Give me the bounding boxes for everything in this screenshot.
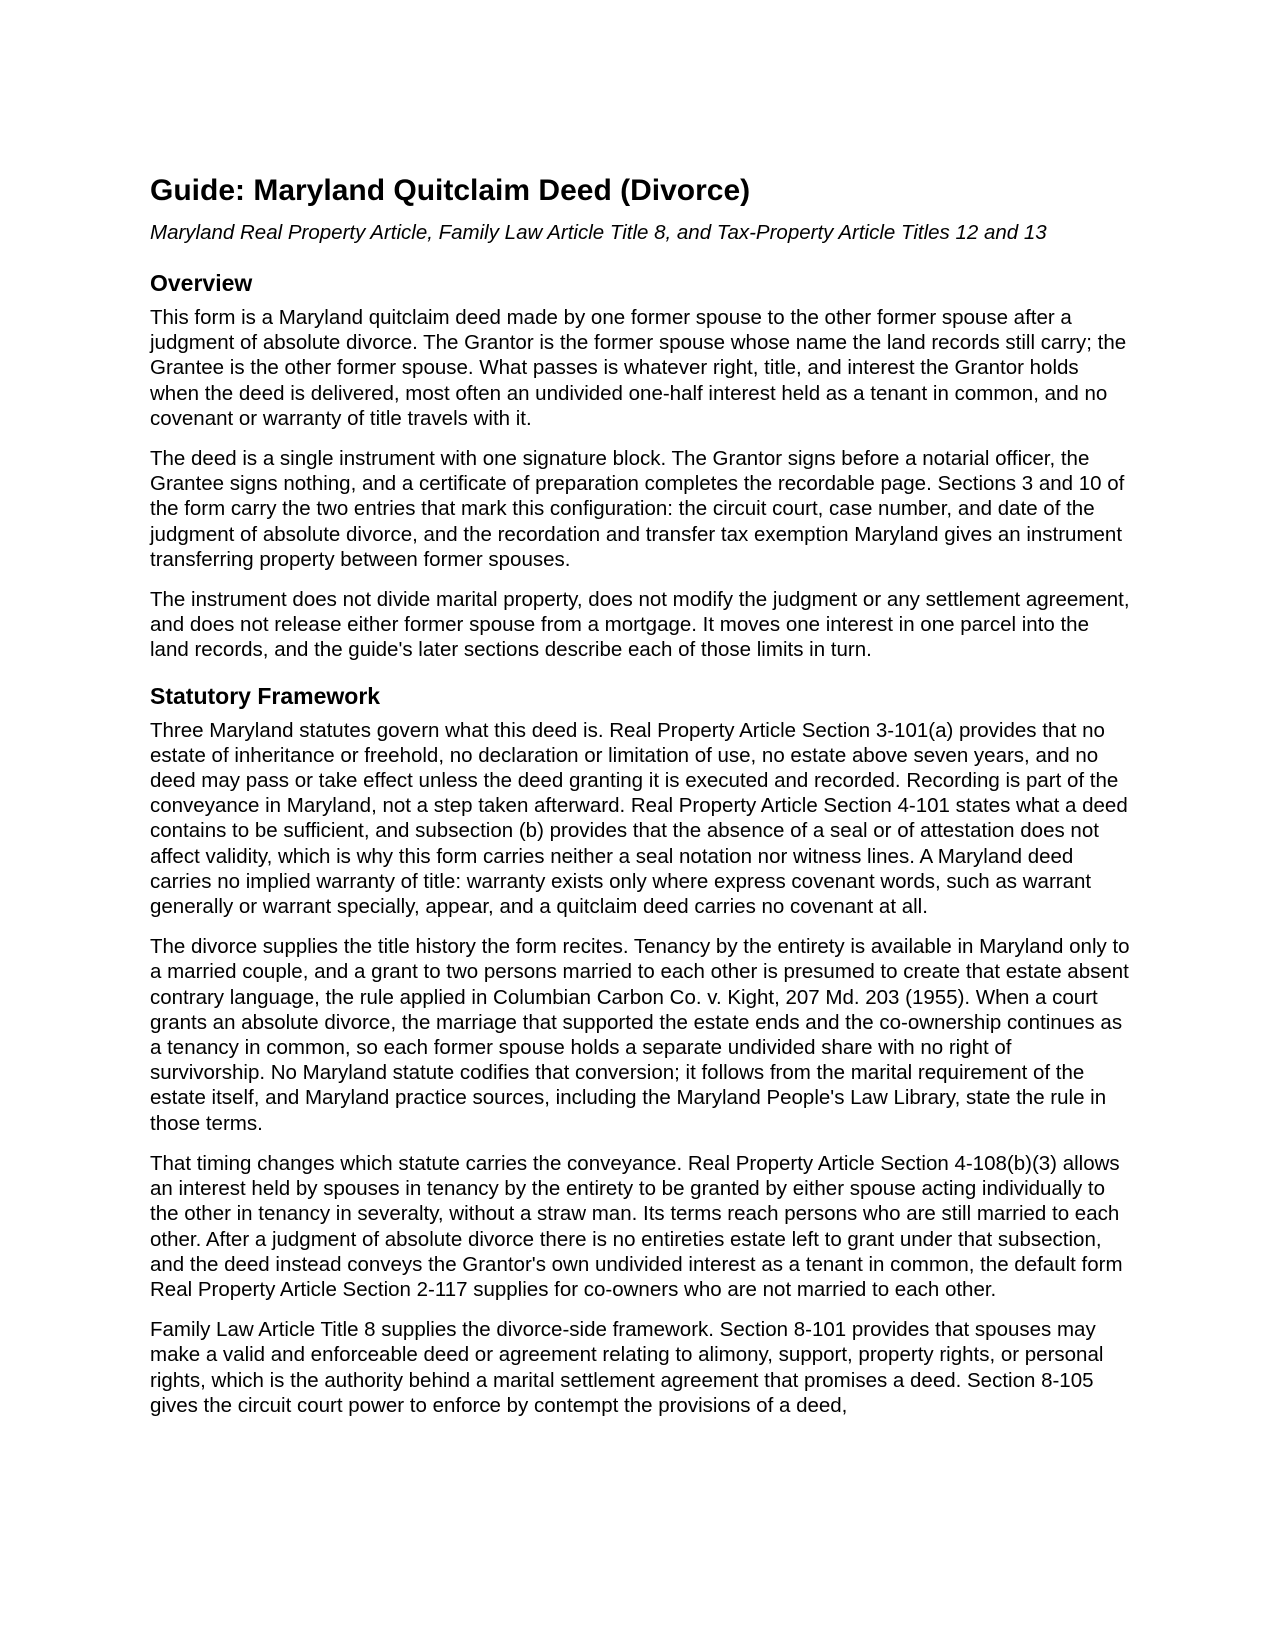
section-heading-statutory-framework: Statutory Framework	[150, 682, 381, 709]
section-heading-overview: Overview	[150, 270, 253, 296]
section-statutory-framework	[150, 681, 1130, 1418]
paragraph: That timing changes which statute carries the conveyance. Real Property Article Section 4-108(b)(3) allows an interest held by spouses in tenancy by the entirety to be granted by either spouse acting individually to the other in tenancy in severalty, without a straw man. Its terms reach persons who are still married to each other. After a judgment of absolute divorce there is no entireties estate left to grant under that subsection, and the deed instead conveys the Grantor's own undivided interest as a tenant in common, the default form Real Property Article Section 2-117 supplies for co-owners who are not married to each other.	[150, 1151, 1123, 1301]
paragraph: The divorce supplies the title history the form recites. Tenancy by the entirety is available in Maryland only to a married couple, and a grant to two persons married to each other is presumed to create that estate absent contrary language, the rule applied in Columbian Carbon Co. v. Kight, 207 Md. 203 (1955). When a court grants an absolute divorce, the marriage that supported the estate ends and the co-ownership continues as a tenancy in common, so each former spouse holds a separate undivided share with no right of survivorship. No Maryland statute codifies that conversion; it follows from the marital requirement of the estate itself, and Maryland practice sources, including the Maryland People's Law Library, state the rule in those terms.	[150, 935, 1130, 1135]
paragraph: The deed is a single instrument with one signature block. The Grantor signs before a notarial officer, the Grantee signs nothing, and a certificate of preparation completes the recordable page. Sections 3 and 10 of the form carry the two entries that mark this configuration: the circuit court, case number, and date of the judgment of absolute divorce, and the recordation and transfer tax exemption Maryland gives an instrument transferring property between former spouses.	[150, 447, 1125, 571]
document-subtitle: Maryland Real Property Article, Family Law Article Title 8, and Tax-Property Article Titles 12 and 13	[150, 221, 1047, 244]
document-page	[150, 172, 1130, 1418]
paragraph: This form is a Maryland quitclaim deed made by one former spouse to the other former spouse after a judgment of absolute divorce. The Grantor is the former spouse whose name the land records still carry; the Grantee is the other former spouse. What passes is whatever right, title, and interest the Grantor holds when the deed is delivered, most often an undivided one-half interest held as a tenant in common, and no covenant or warranty of title travels with it.	[150, 306, 1127, 430]
paragraph: Family Law Article Title 8 supplies the divorce-side framework. Section 8-101 provides that spouses may make a valid and enforceable deed or agreement relating to alimony, support, property rights, or personal rights, which is the authority behind a marital settlement agreement that promises a deed. Section 8-105 gives the circuit court power to enforce by contempt the provisions of a deed,	[150, 1318, 1104, 1417]
section-overview	[150, 268, 1130, 663]
paragraph: Three Maryland statutes govern what this deed is. Real Property Article Section 3-101(a) provides that no estate of inheritance or freehold, no declaration or limitation of use, no estate above seven years, and no deed may pass or take effect unless the deed granting it is executed and recorded. Recording is part of the conveyance in Maryland, not a step taken afterward. Real Property Article Section 4-101 states what a deed contains to be sufficient, and subsection (b) provides that the absence of a seal or of attestation does not affect validity, which is why this form carries neither a seal notation nor witness lines. A Maryland deed carries no implied warranty of title: warranty exists only where express covenant words, such as warrant generally or warrant specially, appear, and a quitclaim deed carries no covenant at all.	[150, 718, 1128, 919]
document-title: Guide: Maryland Quitclaim Deed (Divorce)	[150, 174, 751, 207]
paragraph: The instrument does not divide marital property, does not modify the judgment or any settlement agreement, and does not release either former spouse from a mortgage. It moves one interest in one parcel into the land records, and the guide's later sections describe each of those limits in turn.	[150, 588, 1130, 662]
